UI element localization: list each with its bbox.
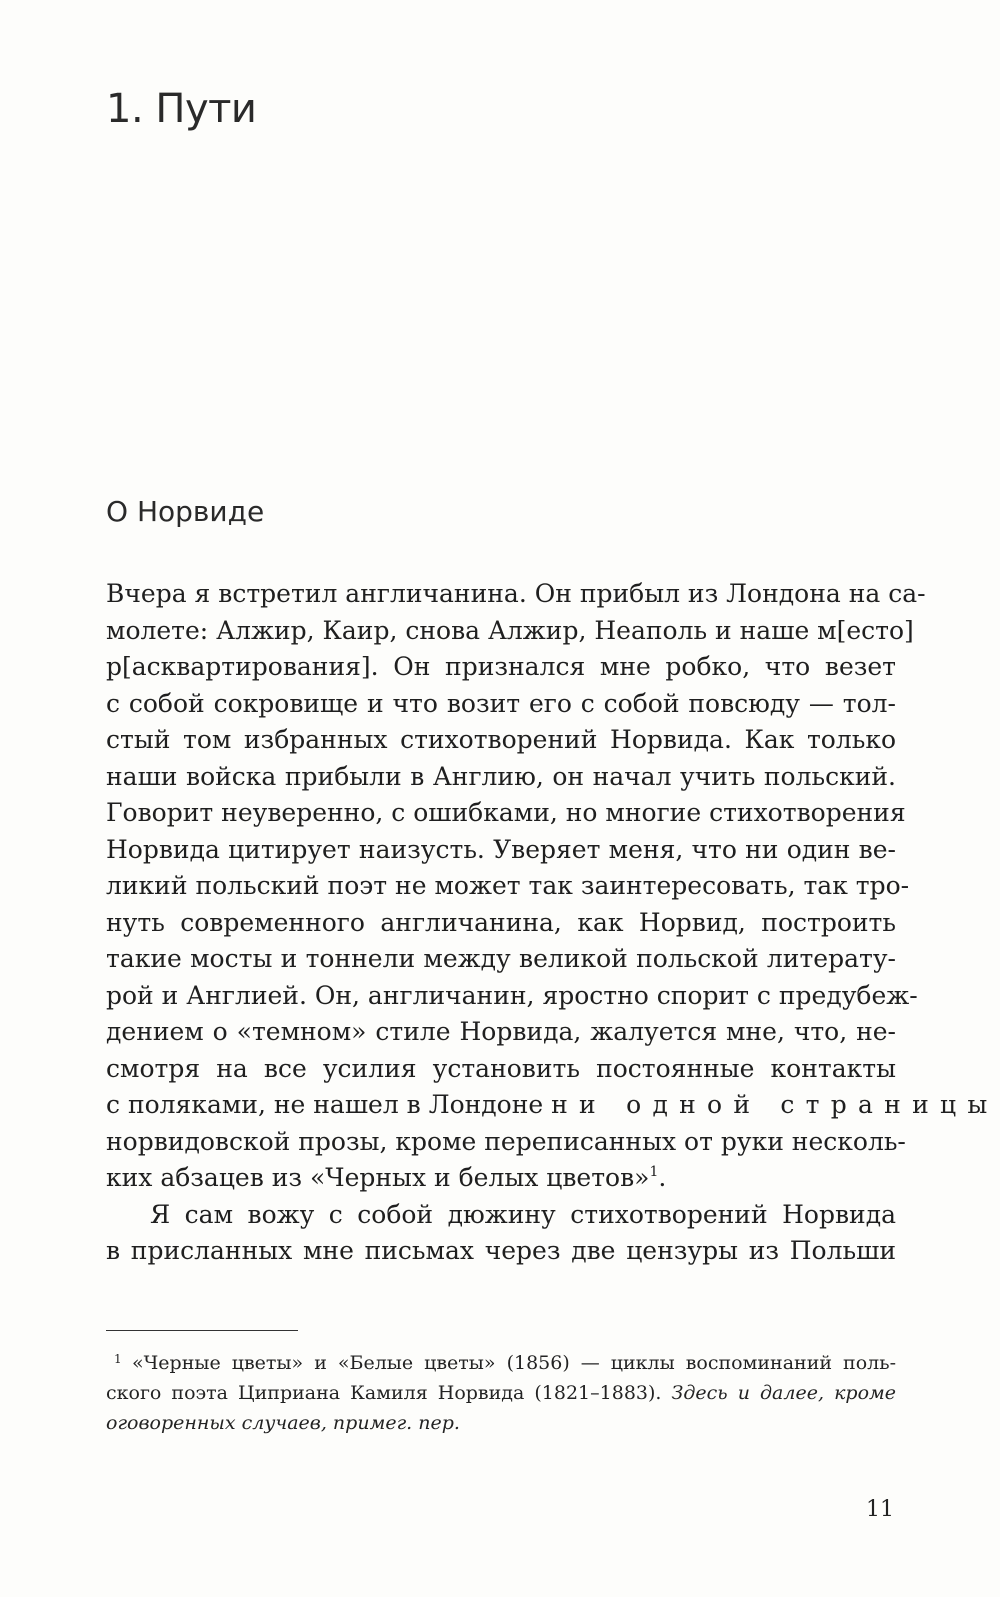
text-line: Говорит неуверенно, с ошибками, но многие стихотворения [106,798,906,827]
text-line: молете: Алжир, Каир, снова Алжир, Неаполь и наше м[есто] [106,615,914,645]
section-title: О Норвиде [106,495,265,528]
text-line: р[асквартирования]. Он признался мне робко, что везет [106,652,896,681]
text-line: Норвида цитирует наизусть. Уверяет меня, что ни один ве- [106,834,896,864]
footnote-italic-segment: Здесь и далее, кроме [671,1382,897,1404]
text-line: такие мосты и тоннели между великой польской литерату- [106,944,896,973]
text-line: нуть современного англичанина, как Норвид, построить [106,907,896,937]
chapter-title: 1. Пути [106,86,257,132]
text-line: Я сам вожу с собой дюжину стихотворений Норвида [150,1199,896,1229]
footnote-separator [106,1330,298,1331]
footnote-segment: ского поэта Циприана Камиля Норвида (1821–1883). [106,1382,672,1404]
footnote-line [106,1408,896,1438]
text-line: в присланных мне письмах через две цензуры из Польши [106,1236,896,1265]
footnote-number: 1 [114,1352,122,1366]
text-line [106,1087,999,1124]
spaced-emphasis-text: ни одной страницы [551,1090,999,1119]
text-line: с собой сокровище и что возит его с собой повсюду — тол- [106,688,896,718]
text-line: рой и Англией. Он, англичанин, яростно спорит с предубеж- [106,980,918,1010]
text-segment: . [658,1163,667,1192]
text-line: ликий польский поэт не может так заинтересовать, так тро- [106,871,910,900]
main-text [106,576,999,1270]
footnote-line [106,1378,896,1408]
text-line: Вчера я встретил англичанина. Он прибыл из Лондона на са- [106,579,926,608]
text-line: норвидовской прозы, кроме переписанных от руки несколь- [106,1126,906,1156]
text-line: смотря на все усилия установить постоянные контакты [106,1053,896,1083]
page-number: 11 [866,1497,894,1522]
footnote-italic-segment: оговоренных случаев, примег. пер. [106,1412,460,1434]
text-line: наши войска прибыли в Англию, он начал учить польский. [106,761,896,791]
footnote [106,1348,896,1438]
text-segment: с поляками, не нашел в Лондоне [106,1090,552,1119]
text-segment: ких абзацев из «Черных и белых цветов» [106,1163,650,1192]
text-line: стый том избранных стихотворений Норвида. Как только [106,725,896,754]
footnote-line: «Черные цветы» и «Белые цветы» (1856) — циклы воспоминаний поль- [132,1352,896,1374]
footnote-reference[interactable]: 1 [649,1164,659,1180]
text-line [106,1160,896,1197]
text-line: дением о «темном» стиле Норвида, жалуется мне, что, не- [106,1017,896,1046]
